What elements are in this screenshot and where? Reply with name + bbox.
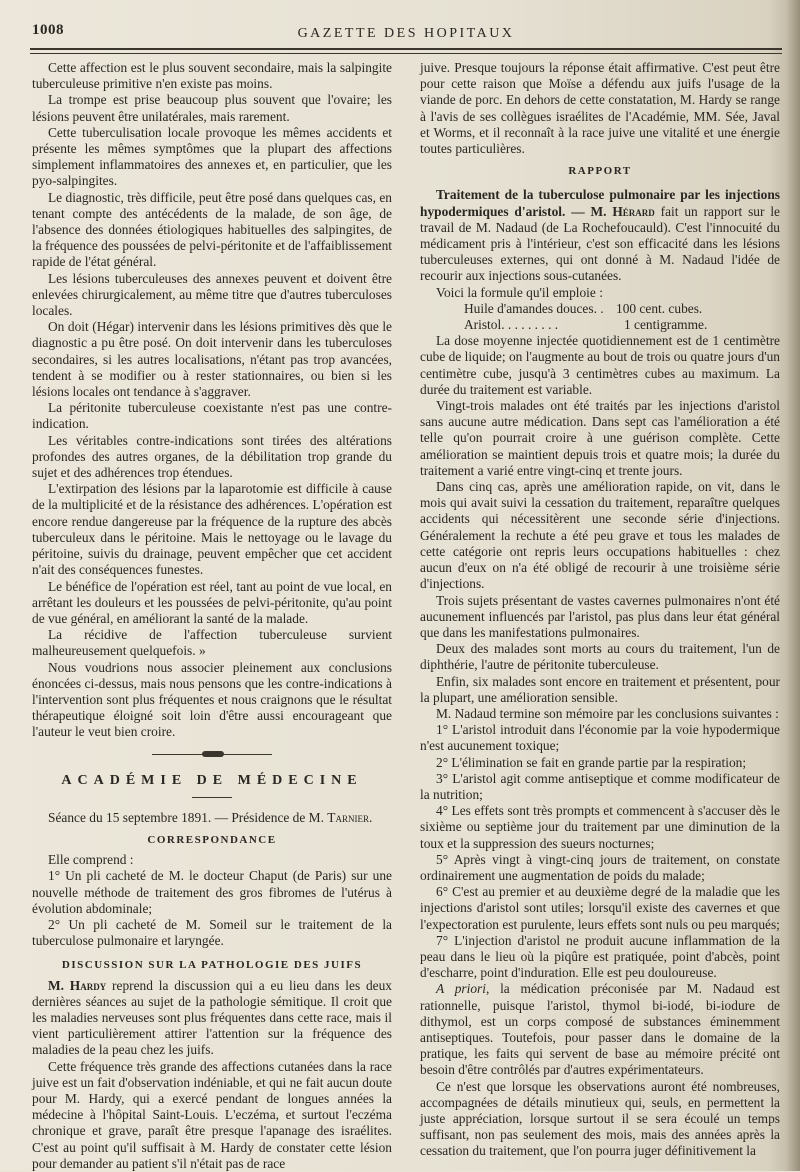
body-paragraph: Cette affection est le plus souvent secondaire, mais la salpingite tuberculeuse primitive n'en existe pas moins. [32, 60, 392, 92]
body-paragraph: 6° C'est au premier et au deuxième degré de la maladie que les injections d'aristol sont utiles; lorsqu'il existe des cavernes et que l'expectoration est purulente, leurs effets sont nuls ou peu marqués; [420, 884, 780, 932]
discussion-heading: DISCUSSION SUR LA PATHOLOGIE DES JUIFS [61, 959, 363, 972]
continuation-paragraph: juive. Presque toujours la réponse était affirmative. C'est peut être pour cette raison que Moïse a défendu aux juifs l'usage de la viande de porc. En dehors de cette constatation, M. Hardy se range à l'avis de ses collègues israélites de l'Académie, MM. Sée, Javal et Worms, et il reconnaît à la race juive une vitalité et une énergie toutes particulières. [420, 60, 780, 157]
body-paragraph: L'extirpation des lésions par la laparotomie est difficile à cause de la multiplicité et de la résistance des adhérences. L'opération est encore rendue dangereuse par la fréquence de la rupture des abcès tuberculeux dans le péritoine. Mais le nettoyage ou le lavage du péritoine, suivis du drainage, peuvent empêcher que cet accident n'ait des conséquences funestes. [32, 481, 392, 578]
correspondance-item: 2° Un pli cacheté de M. Someil sur le traitement de la tuberculose pulmonaire et laryngée. [32, 916, 392, 949]
journal-title: GAZETTE DES HOPITAUX [297, 26, 515, 41]
body-paragraph: M. Nadaud termine son mémoire par les conclusions suivantes : [436, 705, 779, 721]
seance-text: Séance du 15 septembre 1891. — Présidence de M. [48, 809, 328, 825]
a-priori-label: A priori [436, 981, 486, 997]
header-rule-thin [30, 53, 782, 54]
formula-table [420, 301, 780, 333]
rapport-title: Traitement de la tuberculose pulmonaire par les injections hypodermiques d'aristol. — [420, 187, 780, 219]
body-paragraph: La dose moyenne injectée quotidiennement est de 1 centimètre cube de liquide; on l'augmente au bout de trois ou quatre jours d'un centimètre cube, jusqu'à 3 centimètres cubes au maximum. La durée du traitement est variable. [420, 333, 780, 397]
header-rule-thick [30, 48, 782, 50]
formula-ingredient: Huile d'amandes douces. . [464, 300, 604, 316]
body-paragraph: Cette tuberculisation locale provoque les mêmes accidents et présente les mêmes symptômes que la plupart des affections simplement inflammatoires des annexes et, en particulier, que les pyo-salpingites. [32, 124, 392, 189]
rapport-speaker: M. Hérard [590, 203, 655, 219]
discussion-speaker: M. Hardy [48, 977, 107, 993]
a-priori-paragraph [420, 981, 780, 1078]
body-paragraph: 1° L'aristol introduit dans l'économie par la voie hypodermique n'est aucunement toxique; [420, 722, 780, 754]
body-paragraph: Enfin, six malades sont encore en traitement et présentent, pour la plupart, une amélioration sensible. [420, 673, 780, 705]
body-paragraph: Les lésions tuberculeuses des annexes peuvent et doivent être enlevées chirurgicalement, au même titre que d'autres tuberculoses locales. [32, 270, 392, 319]
seance-line [32, 810, 392, 826]
a-priori-text: , la médication préconisée par M. Nadaud est rationnelle, puisque l'aristol, thymol bi-iodé, bi-iodure de dithymol, est un corps composé de substances éminemment antiseptiques. Toutefois, pour passer dans le domaine de la pratique, les faits qui servent de base au mémoire précité ont besoin d'être contrôlés par d'autres expérimentateurs. [420, 981, 780, 1078]
right-column [420, 60, 780, 1160]
left-column [32, 60, 392, 1172]
formula-row [420, 301, 780, 317]
body-paragraph: Trois sujets présentant de vastes cavernes pulmonaires n'ont été aucunement influencés par l'aristol, pas plus dans leur état général que dans les manifestations pulmonaires. [420, 592, 780, 640]
left-top-paragraphs [32, 60, 392, 741]
body-paragraph: Les véritables contre-indications sont tirées des altérations profondes des autres organes, de la débilitation trop grande du sujet et des adhérences trop étendues. [32, 432, 392, 481]
discussion-paragraph-1 [32, 978, 392, 1059]
section-separator [32, 749, 392, 759]
body-paragraph: 7° L'injection d'aristol ne produit aucune inflammation de la peau dans le lieu où la piqûre est pratiquée, point d'abcès, point d'escharre, point d'induration. Elle est peu douloureuse. [420, 932, 780, 981]
formula-ingredient: Aristol. . . . . . . . . [464, 317, 559, 333]
body-paragraph: La récidive de l'affection tuberculeuse survient malheureusement quelquefois. » [32, 627, 392, 659]
seance-president: Tarnier. [327, 809, 373, 825]
body-paragraph: La trompe est prise beaucoup plus souvent que l'ovaire; les lésions peuvent être unilatérales, mais rarement. [32, 92, 392, 124]
body-paragraph: Dans cinq cas, après une amélioration rapide, on vit, dans le mois qui avait suivi la cessation du traitement, reparaître quelques accidents qui nécessitèrent une seconde série d'injections. Généralement la rechute a été peu grave et tous les malades de cette catégorie ont repris leurs occupations habituelles : chez aucun d'eux on n'a été obligé de recourir à une troisième série d'injections. [420, 479, 780, 592]
body-paragraph: 2° L'élimination se fait en grande partie par la respiration; [436, 754, 747, 770]
correspondance-items [32, 868, 392, 949]
correspondance-item: 1° Un pli cacheté de M. le docteur Chaput (de Paris) sur une nouvelle méthode de traitement des gros fibromes de l'utérus à évolution abdominale; [32, 868, 392, 916]
discussion-first-text: reprend la discussion qui a eu lieu dans les deux dernières séances au sujet de la pathologie sémitique. Il croit que les maladies nerveuses sont plus fréquentes dans cette race, mais il vient particulièrement attirer l'attention sur la fréquence des maladies de la peau chez les juifs. [32, 977, 393, 1058]
formula-row [420, 317, 780, 333]
rapport-intro: fait un rapport sur le travail de M. Nadaud (de La Rochefoucauld). C'est l'innocuité du médicament pris à l'intérieur, c'est son efficacité dans les lésions tuberculeuses externes, qui ont donné à M. Nadaud l'idée de recourir aux injections sous-cutanées. [420, 203, 780, 284]
separator-ornament [202, 751, 224, 757]
correspondance-intro: Elle comprend : [48, 852, 134, 868]
body-paragraph: Vingt-trois malades ont été traités par les injections d'aristol sans aucune autre médication. Dans sept cas l'amélioration a été telle qu'on pourrait croire à une guérison complète. Cette amélioration se maintient depuis trois et quatre mois; la durée du traitement a varié entre vingt-cinq et trente jours. [420, 398, 780, 478]
formula-quantity: 100 cent. cubes. [616, 300, 703, 316]
right-paragraphs [420, 333, 780, 981]
body-paragraph: 3° L'aristol agit comme antiseptique et comme modificateur de la nutrition; [420, 770, 780, 802]
academy-heading: ACADÉMIE DE MÉDECINE [61, 772, 363, 788]
formula-quantity: 1 centigramme. [624, 317, 708, 333]
discussion-paragraph-2: Cette fréquence très grande des affections cutanées dans la race juive est un fait d'observation indéniable, et qui ne fait aucun doute pour M. Hardy, qui a exercé pendant de longues années la médecine à l'hôpital Saint-Louis. L'eczéma, et surtout l'eczéma chronique et grave, paraît être presque l'apanage des israélites. C'est au point qu'il suffisait à M. Hardy de constater cette lésion pour demander au patient s'il n'était pas de race [32, 1058, 392, 1171]
body-paragraph: Le bénéfice de l'opération est réel, tant au point de vue local, en arrêtant les douleurs et les poussées de pelvi-péritonite, qu'au point de vue général, en améliorant la santé de la malade. [32, 578, 392, 626]
formula-intro: Voici la formule qu'il emploie : [436, 284, 603, 300]
body-paragraph: Deux des malades sont morts au cours du traitement, l'un de diphthérie, l'autre de péritonite tuberculeuse. [420, 641, 780, 673]
body-paragraph: 4° Les effets sont très prompts et commencent à s'accuser dès le sixième ou septième jour du traitement par une diminution de la toux et la suppression des sueurs nocturnes; [420, 803, 780, 851]
body-paragraph: Nous voudrions nous associer pleinement aux conclusions énoncées ci-dessus, mais nous pensons que les contre-indications à l'intervention sont plus fréquentes et nous craignons que le résultat thérapeutique éloigné soit loin d'être aussi encourageant que l'auteur le veut bien croire. [32, 659, 392, 740]
body-paragraph: On doit (Hégar) intervenir dans les lésions primitives dès que le diagnostic a pu être posé. On doit intervenir dans les tuberculoses secondaires, si les autres localisations, n'étant pas trop avancées, tendent à se modifier ou à rester stationnaires, ou bien si les lésions locales ont tendance à s'aggraver. [32, 319, 392, 400]
correspondance-heading: CORRESPONDANCE [147, 833, 277, 846]
final-paragraph: Ce n'est que lorsque les observations auront été nombreuses, accompagnées de détails minutieux qui, seuls, en permettent la juste appréciation, lorsque surtout il se sera écoulé un temps suffisant, non pas seulement des mois, mais des années après la cessation du traitement, que l'on pourra juger définitivement la [420, 1078, 780, 1159]
rapport-heading: RAPPORT [568, 165, 632, 178]
rapport-paragraph [420, 187, 780, 284]
page-edge-shadow [786, 0, 800, 1171]
body-paragraph: 5° Après vingt à vingt-cinq jours de traitement, on constate ordinairement une augmentation de poids du malade; [420, 851, 780, 883]
body-paragraph: La péritonite tuberculeuse coexistante n'est pas une contre-indication. [32, 400, 392, 432]
academy-rule [192, 797, 232, 798]
body-paragraph: Le diagnostic, très difficile, peut être posé dans quelques cas, en tenant compte des antécédents de la malade, de son âge, de l'absence des données étiologiques habituelles des salpingites, de la fréquence des poussées de pelvi-péritonite et de l'affaiblissement rapide de l'état général. [32, 189, 392, 270]
page-number: 1008 [32, 22, 64, 38]
